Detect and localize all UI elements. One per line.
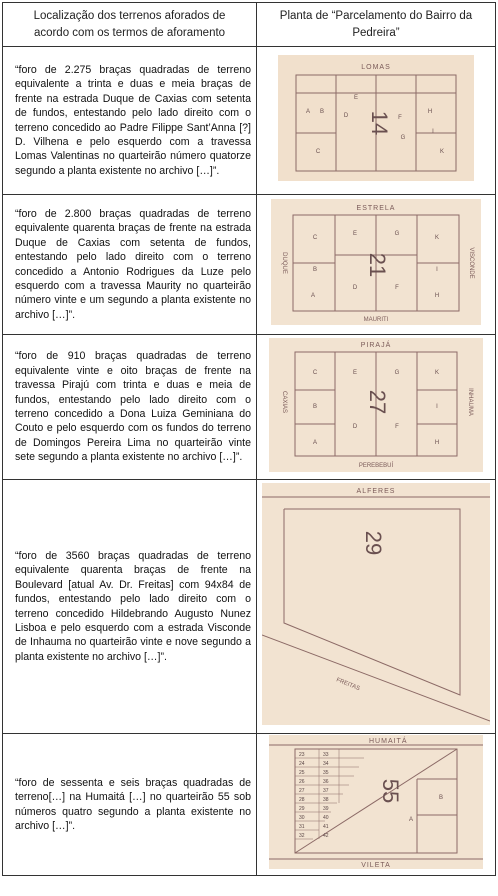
lot-label: K: [434, 369, 440, 376]
lot-label: B: [319, 109, 325, 115]
plan-image-block-27: [269, 338, 483, 472]
lot-label: I: [436, 403, 438, 410]
lot-number: 31: [299, 824, 305, 830]
table-row: [3, 195, 496, 335]
row-text: “foro de 910 braças quadradas de terreno equivalente vinte e oito braças de frente na travessa Pirajú com trinta e duas e meia de fundos, entestando pelo lado direito com o terreno concedido a Dona Luiza Geminiana do Couto e pelo esquerdo com os fundos do terreno de Domingos Pereira Lima no quarteirão vinte sete segundo a planta existente no archivo […]”.: [3, 335, 257, 480]
lot-label: K: [434, 235, 440, 241]
lot-label: G: [394, 231, 400, 237]
street-bottom: MAURITI: [363, 317, 389, 323]
table-row: [3, 480, 496, 734]
lot-number: 36: [323, 779, 329, 785]
row-text: “foro de 2.800 braças quadradas de terreno equivalente quarenta braças de frente na estrada Duque de Caxias com setenta de fundos, entestando pelo lado direito com o terreno concedido a Antonio Rodrigues da Luze pelo esquerdo com a travessa Maurity no quarteirão número vinte e um segundo a planta existente no archivo […]”.: [3, 195, 257, 335]
lot-label: D: [343, 113, 349, 119]
street-top: HUMAITÁ: [369, 738, 408, 745]
street-bottom: FREITAS: [335, 677, 361, 693]
block-number: 14: [367, 110, 392, 136]
lot-number: 32: [299, 833, 305, 839]
lot-number: 27: [299, 788, 305, 794]
plan-image-block-21: [271, 199, 481, 325]
lot-label: F: [398, 115, 402, 121]
block-number: 55: [378, 778, 403, 804]
header-plan: Planta de “Parcelamento do Bairro da Pedreira”: [257, 3, 496, 47]
lot-label: F: [395, 285, 399, 291]
street-top: ESTRELA: [356, 205, 396, 212]
table-row: [3, 734, 496, 876]
plan-cell: [257, 734, 496, 876]
header-row: [3, 3, 496, 47]
lot-label: G: [394, 369, 400, 376]
lot-label: H: [434, 439, 440, 446]
lot-label: A: [310, 293, 316, 299]
street-bottom: VILETA: [361, 862, 391, 869]
block-number: 27: [365, 389, 390, 414]
street-bottom: PEREBEBUÍ: [358, 462, 394, 469]
lot-label: G: [400, 135, 406, 141]
lot-label: A: [312, 439, 318, 446]
land-records-table: [2, 2, 496, 876]
lot-number: 24: [299, 761, 305, 767]
street-right: VISCONDE: [468, 247, 474, 279]
lot-number: 25: [299, 770, 305, 776]
street-left: CAXIAS: [281, 390, 287, 413]
street-right: INHAUMA: [467, 387, 473, 416]
lot-number: 41: [323, 824, 329, 830]
lot-number: 38: [323, 797, 329, 803]
lot-number: 23: [299, 752, 305, 758]
row-text: “foro de sessenta e seis braças quadradas de terreno[…] na Humaitá […] no quarteirão 55 sob números quatro segundo a planta existente no archivo […]”.: [3, 734, 257, 876]
lot-label: H: [427, 109, 433, 115]
row-text: “foro de 2.275 braças quadradas de terreno equivalente a trinta e duas e meia braças de frente na estrada Duque de Caxias com setenta de fundos, entestando pelo lado direito com o terreno concedido ao Padre Filippe Sant’Anna [?] D. Vilhena e pelo esquerdo com a travessa Lomas Valentinas no quarteirão número quatorze segundo a planta existente no archivo […]”.: [3, 47, 257, 195]
plan-cell: [257, 335, 496, 480]
table-row: [3, 335, 496, 480]
lot-label: H: [434, 293, 440, 299]
lot-number: 30: [299, 815, 305, 821]
table-row: [3, 47, 496, 195]
street-top: LOMAS: [361, 64, 391, 71]
lot-label: C: [312, 235, 318, 241]
lot-label: E: [353, 95, 359, 101]
lot-label: C: [312, 369, 318, 376]
block-number: 29: [361, 530, 386, 556]
plan-image-block-14: [278, 55, 474, 181]
lot-label: E: [352, 369, 358, 376]
lot-number: 39: [323, 806, 329, 812]
lot-number: 33: [323, 752, 329, 758]
lot-number: 34: [323, 761, 329, 767]
lot-number: 40: [323, 815, 329, 821]
lot-label: B: [439, 795, 444, 801]
plan-cell: [257, 480, 496, 734]
lot-label: A: [305, 109, 311, 115]
street-top: ALFERES: [356, 488, 396, 495]
lot-label: A: [409, 817, 414, 823]
lot-label: E: [352, 231, 358, 237]
plan-image-block-55: [269, 735, 483, 869]
plan-cell: [257, 195, 496, 335]
street-left: DUQUE: [281, 252, 287, 274]
lot-label: K: [439, 149, 445, 155]
lot-label: B: [312, 267, 318, 273]
lot-number: 26: [299, 779, 305, 785]
plan-cell: [257, 47, 496, 195]
lot-label: F: [395, 423, 399, 430]
block-number: 21: [365, 252, 390, 278]
lot-label: I: [432, 129, 434, 135]
lot-label: D: [352, 285, 358, 291]
lot-number: 29: [299, 806, 305, 812]
plan-image-block-29: [262, 483, 490, 725]
lot-label: C: [315, 149, 321, 155]
lot-number: 35: [323, 770, 329, 776]
lot-number: 37: [323, 788, 329, 794]
row-text: “foro de 3560 braças quadradas de terreno equivalente quarenta braças de frente na Boulevard [atual Av. Dr. Freitas] com 94x84 de fundos, entestando pelo lado direito com o terreno concedido Hildebrando Augusto Nunez Lisboa e pelo esquerdo com a estrada Visconde de Inhauma no quarteirão vinte e nove segundo a planta existente no archivo […]”.: [3, 480, 257, 734]
street-top: PIRAJÁ: [360, 341, 392, 349]
lot-number: 28: [299, 797, 305, 803]
lot-label: B: [312, 403, 318, 410]
lot-number: 42: [323, 833, 329, 839]
lot-label: D: [352, 423, 358, 430]
lot-label: I: [436, 267, 438, 273]
header-location: Localização dos terrenos aforados de acordo com os termos de aforamento: [3, 3, 257, 47]
